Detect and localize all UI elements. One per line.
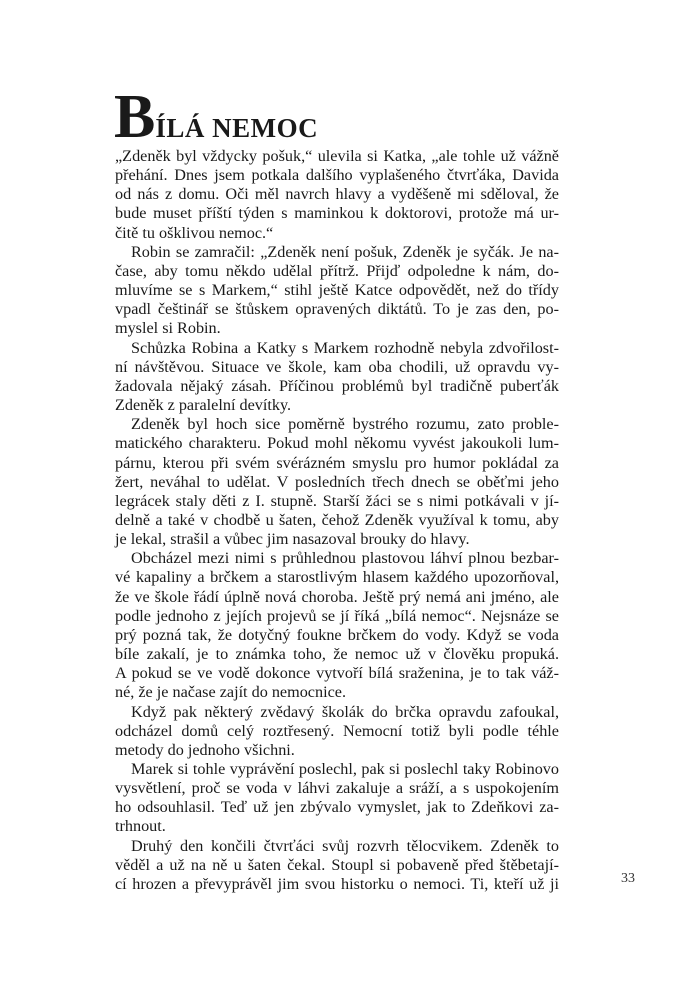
chapter-title-initial: B [114,83,156,151]
paragraph [115,147,559,243]
paragraph [115,837,559,894]
text-line: vé kapaliny a brčkem a starostlivým hlasem každého upozorňoval, [115,568,559,587]
text-line: Druhý den končili čtvrťáci svůj rozvrh tělocvikem. Zdeněk to [131,836,559,855]
paragraph [115,760,559,837]
text-line: že ve škole řádí úplně nová choroba. Ještě prý nemá ani jméno, ale [115,587,559,606]
text-line: odcházel domů celý roztřesený. Nemocní totiž byli podle téhle [115,721,559,740]
text-line: Marek si tohle vyprávění poslechl, pak si poslechl taky Robinovo [131,760,559,778]
paragraph [115,243,559,339]
text-line: čase, aby tomu někdo udělal přítrž. Přijď odpoledne k nám, do- [115,261,559,280]
chapter-title-rest: ÍLÁ NEMOC [155,113,319,143]
text-line: je lekal, strašil a vůbec jim nasazoval brouky do hlavy. [115,530,470,549]
text-line: bíle zakalí, je to známka toho, že nemoc už v člověku propuká. [115,645,559,664]
text-line: Robin se zamračil: „Zdeněk není pošuk, Zdeněk je syčák. Je na- [131,242,559,261]
text-line: matického charakteru. Pokud mohl někomu vyvést jakoukoli lum- [115,434,559,453]
text-line: „Zdeněk byl vždycky pošuk,“ ulevila si Katka, „ale tohle už vážně [115,147,559,165]
text-line: cí hrozen a převyprávěl jim svou historku o nemoci. Ti, kteří už ji [115,874,559,893]
text-line: věděl a už na ně u šaten čekal. Stoupl si pobaveně před štěbetají- [115,855,559,874]
text-line: Obcházel mezi nimi s průhlednou plastovou láhví plnou bezbar- [131,549,559,568]
text-line: přehání. Dnes jsem potkala dalšího vyplašeného čtvrťáka, Davida [115,166,559,185]
text-line: Zdeněk byl hoch sice poměrně bystrého rozumu, zato proble- [131,415,559,434]
text-line: od nás z domu. Oči měl navrch hlavy a vyděšeně mi sděloval, že [115,185,559,204]
text-line: vpadl češtinář se štůskem opravených diktátů. To je zas den, po- [115,300,559,319]
text-line: né, že je načase zajít do nemocnice. [115,683,346,702]
text-line: metody do jednoho všichni. [115,740,295,759]
body-text [115,147,559,894]
text-line: párnu, kterou při svém svérázném smyslu pro humor pokládal za [115,453,559,472]
text-line: myslel si Robin. [115,319,221,338]
text-line: A pokud se ve vodě dokonce vytvoří bílá sraženina, je to tak váž- [115,664,559,683]
text-line: trhnout. [115,817,166,836]
text-line: vysvětlení, proč se voda v láhvi zakaluje a sráží, a s uspokojením [115,779,559,798]
text-line: Schůzka Robina a Katky s Markem rozhodně nebyla zdvořilost- [131,338,559,357]
paragraph [115,415,559,549]
text-line: podle jednoho z jejích projevů se jí říká „bílá nemoc“. Nejsnáze se [115,606,559,625]
text-line: mluvíme se s Markem,“ stihl ještě Katce odpovědět, než do třídy [115,281,559,300]
text-line: žadovala nějaký zásah. Příčinou problémů byl tradičně puberťák [115,376,559,395]
text-line: ní návštěvou. Situace ve škole, kam oba chodili, už opravdu vy- [115,357,559,376]
page-number: 33 [621,871,635,886]
text-line: žert, neváhal to udělat. V posledních třech dnech se oběťmi jeho [115,472,559,491]
paragraph [115,339,559,416]
text-line: delně a také v chodbě u šaten, čehož Zdeněk využíval k tomu, aby [115,510,559,529]
text-line: prý pozná tak, že dotyčný foukne brčkem do vody. Když se voda [115,625,559,644]
text-line: Zdeněk z paralelní devítky. [115,396,292,415]
text-line: ho odsouhlasil. Teď už jen zbývalo vymyslet, jak to Zdeňkovi za- [115,798,559,817]
paragraph [115,549,559,702]
paragraph [115,703,559,760]
text-line: legrácek staly děti z I. stupně. Starší žáci se s nimi potkávali v jí- [115,491,559,510]
chapter-title [114,83,319,151]
text-line: Když pak některý zvědavý školák do brčka opravdu zafoukal, [131,702,559,721]
text-line: čitě tu ošklivou nemoc.“ [115,223,274,242]
text-line: bude muset příští týden s maminkou k doktorovi, protože má ur- [115,204,559,223]
